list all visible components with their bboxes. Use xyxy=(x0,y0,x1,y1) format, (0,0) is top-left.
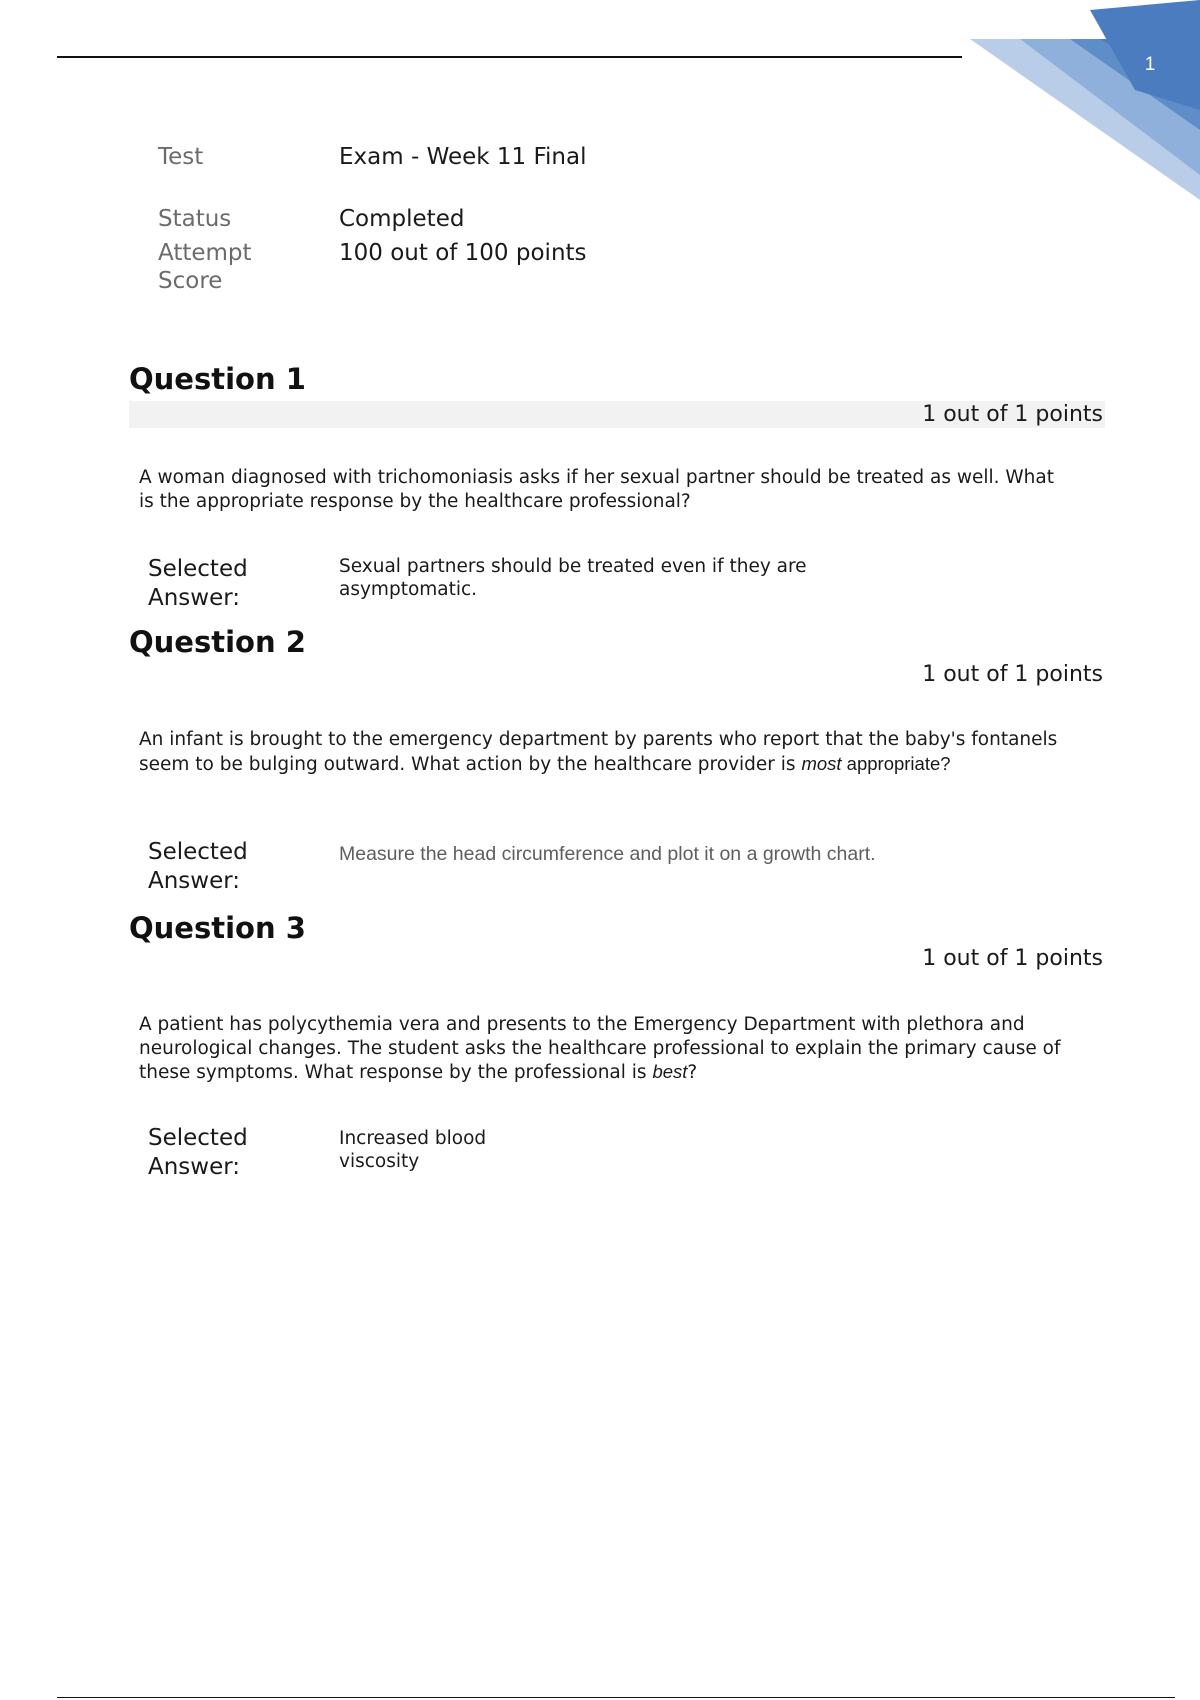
question-1-points: 1 out of 1 points xyxy=(922,402,1103,427)
question-3-text-part-2: ? xyxy=(687,1062,698,1083)
question-2-text xyxy=(139,728,1064,776)
question-3-title: Question 3 xyxy=(129,911,306,945)
question-3-text-emphasis: best xyxy=(652,1061,688,1082)
test-label: Test xyxy=(158,144,204,170)
status-label: Status xyxy=(158,206,232,232)
question-2-title: Question 2 xyxy=(129,625,306,659)
page-number: 1 xyxy=(1144,54,1156,75)
test-value: Exam - Week 11 Final xyxy=(339,144,587,170)
question-2-text-part-1: An infant is brought to the emergency department by parents who report that the baby's fontanels seem to be bulging outward. What action by the healthcare provider is xyxy=(139,729,1058,775)
corner-decoration xyxy=(960,0,1200,200)
question-2-points: 1 out of 1 points xyxy=(922,662,1103,687)
question-2-selected-answer: Measure the head circumference and plot it on a growth chart. xyxy=(339,843,876,865)
question-1-selected-answer: Sexual partners should be treated even if they are asymptomatic. xyxy=(339,556,807,600)
question-3-text-part-1: A patient has polycythemia vera and presents to the Emergency Department with plethora and neurological changes. The student asks the healthcare professional to explain the primary cause of these symptoms. What response by the professional is xyxy=(139,1014,1061,1083)
attempt-score-label: Attempt Score xyxy=(158,240,252,294)
question-3-points: 1 out of 1 points xyxy=(922,946,1103,971)
question-3-selected-answer: Increased blood viscosity xyxy=(339,1128,487,1172)
question-1-text: A woman diagnosed with trichomoniasis asks if her sexual partner should be treated as well. What is the appropriate response by the healthcare professional? xyxy=(139,467,1055,512)
attempt-score-value: 100 out of 100 points xyxy=(339,240,587,266)
footer-rule xyxy=(57,1697,1175,1698)
question-1-title: Question 1 xyxy=(129,362,306,396)
question-2-text-part-2: appropriate? xyxy=(841,752,951,774)
question-1-answer-label: Selected Answer: xyxy=(148,556,248,611)
header-rule xyxy=(57,56,962,58)
question-2-text-emphasis: most xyxy=(801,752,842,774)
status-value: Completed xyxy=(339,206,465,232)
question-3-answer-label: Selected Answer: xyxy=(148,1125,248,1180)
question-3-text xyxy=(139,1013,1079,1085)
question-2-answer-label: Selected Answer: xyxy=(148,839,248,894)
